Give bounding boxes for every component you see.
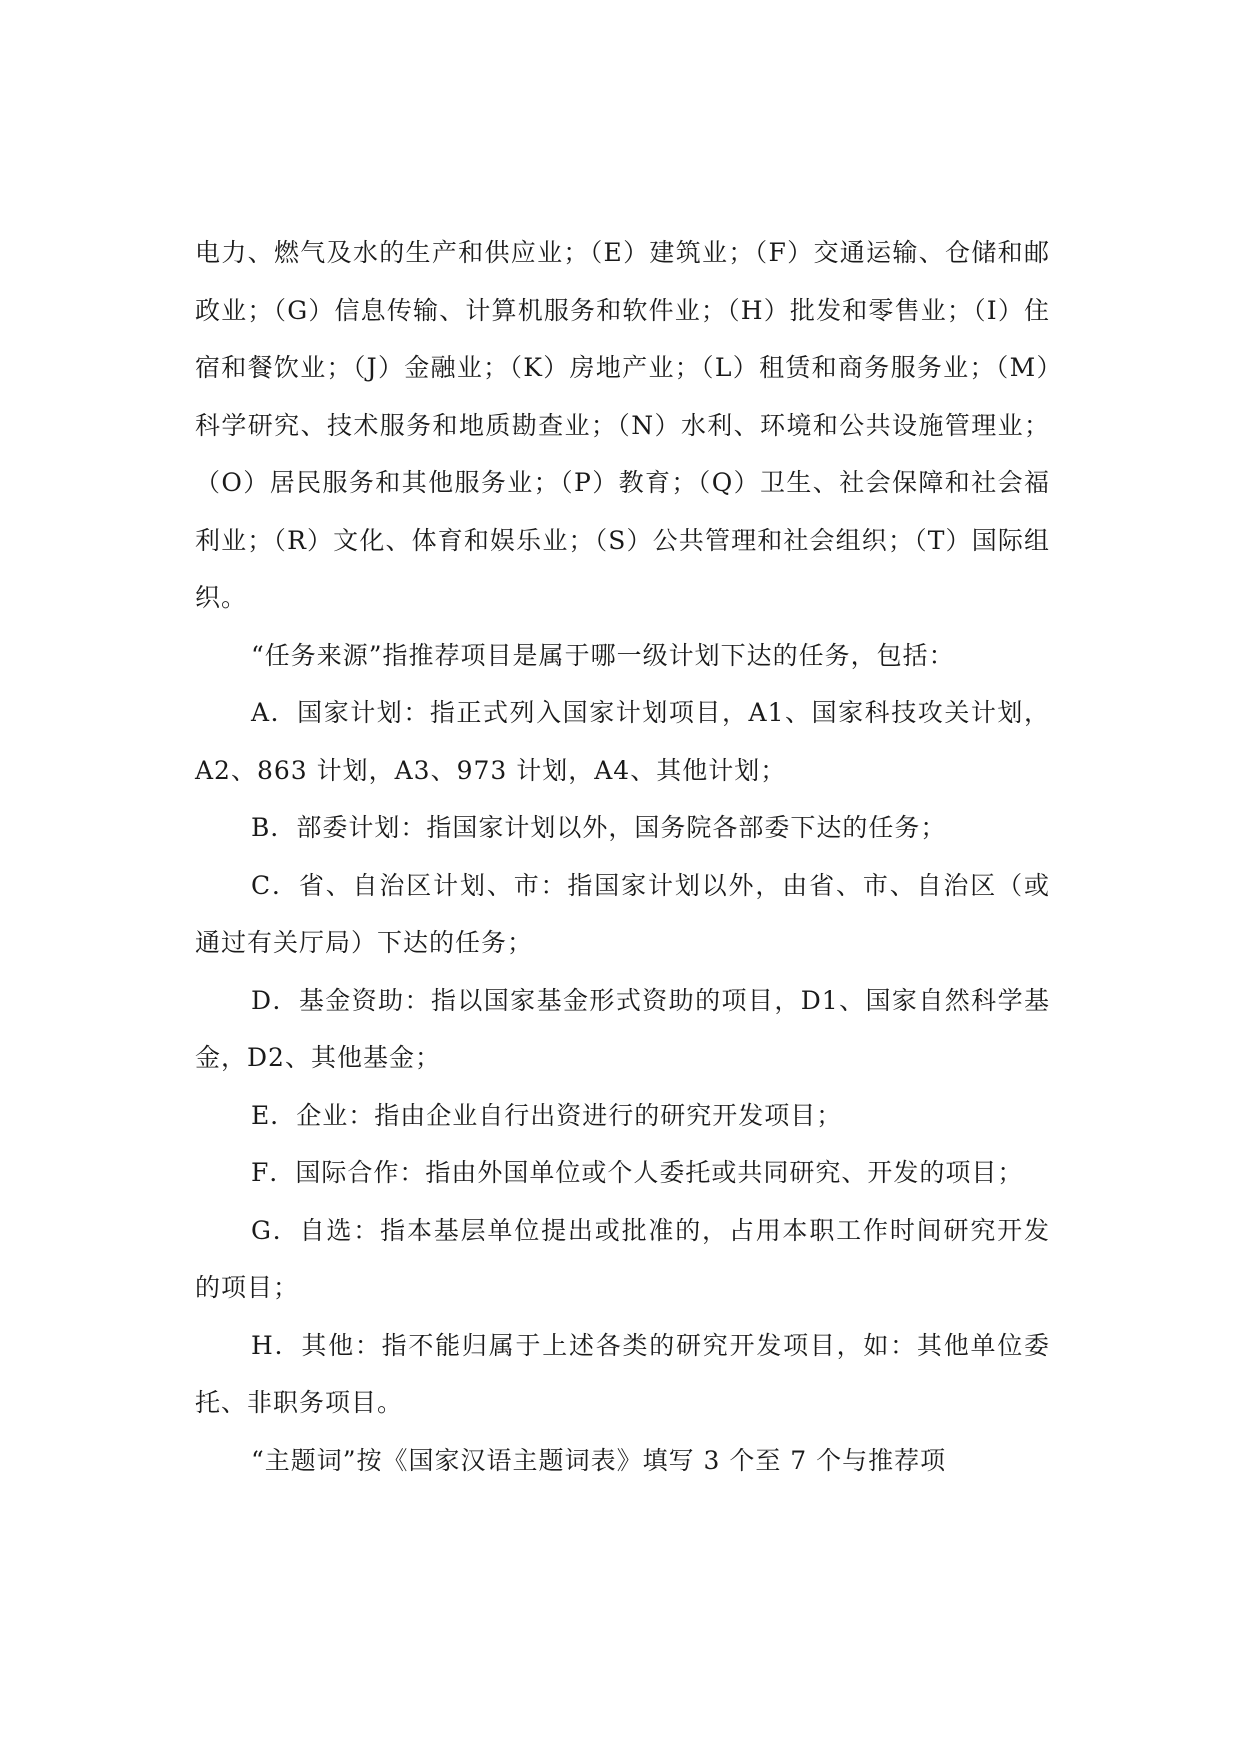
task-source-intro-paragraph: “任务来源”指推荐项目是属于哪一级计划下达的任务，包括： [251,640,955,670]
keywords-paragraph: “主题词”按《国家汉语主题词表》填写 3 个至 7 个与推荐项 [251,1445,947,1475]
task-source-g-paragraph: G．自选：指本基层单位提出或批准的，占用本职工作时间研究开发的项目； [195,1215,1050,1302]
task-source-c-paragraph: C．省、自治区计划、市：指国家计划以外，由省、市、自治区（或通过有关厅局）下达的任务； [195,870,1050,957]
task-source-a-paragraph: A．国家计划：指正式列入国家计划项目，A1、国家科技攻关计划，A2、863 计划，A3、973 计划，A4、其他计划； [195,698,1050,785]
task-source-d-paragraph: D．基金资助：指以国家基金形式资助的项目，D1、国家自然科学基金，D2、其他基金； [195,985,1050,1072]
task-source-h-paragraph: H．其他：指不能归属于上述各类的研究开发项目，如：其他单位委托、非职务项目。 [195,1330,1050,1417]
industry-categories-paragraph: 电力、燃气及水的生产和供应业；（E）建筑业；（F）交通运输、仓储和邮政业；（G）信息传输、计算机服务和软件业；（H）批发和零售业；（I）住宿和餐饮业；（J）金融业；（K）房地产业；（L）租赁和商务服务业；（M）科学研究、技术服务和地质勘查业；（N）水利、环境和公共设施管理业；（O）居民服务和其他服务业；（P）教育；（Q）卫生、社会保障和社会福利业；（R）文化、体育和娱乐业；（S）公共管理和社会组织；（T）国际组织。 [195,238,1050,612]
document-body [195,224,1050,1489]
task-source-f-paragraph: F．国际合作：指由外国单位或个人委托或共同研究、开发的项目； [251,1158,1024,1187]
task-source-e-paragraph: E．企业：指由企业自行出资进行的研究开发项目； [251,1100,843,1130]
task-source-b-paragraph: B．部委计划：指国家计划以外，国务院各部委下达的任务； [251,813,947,842]
